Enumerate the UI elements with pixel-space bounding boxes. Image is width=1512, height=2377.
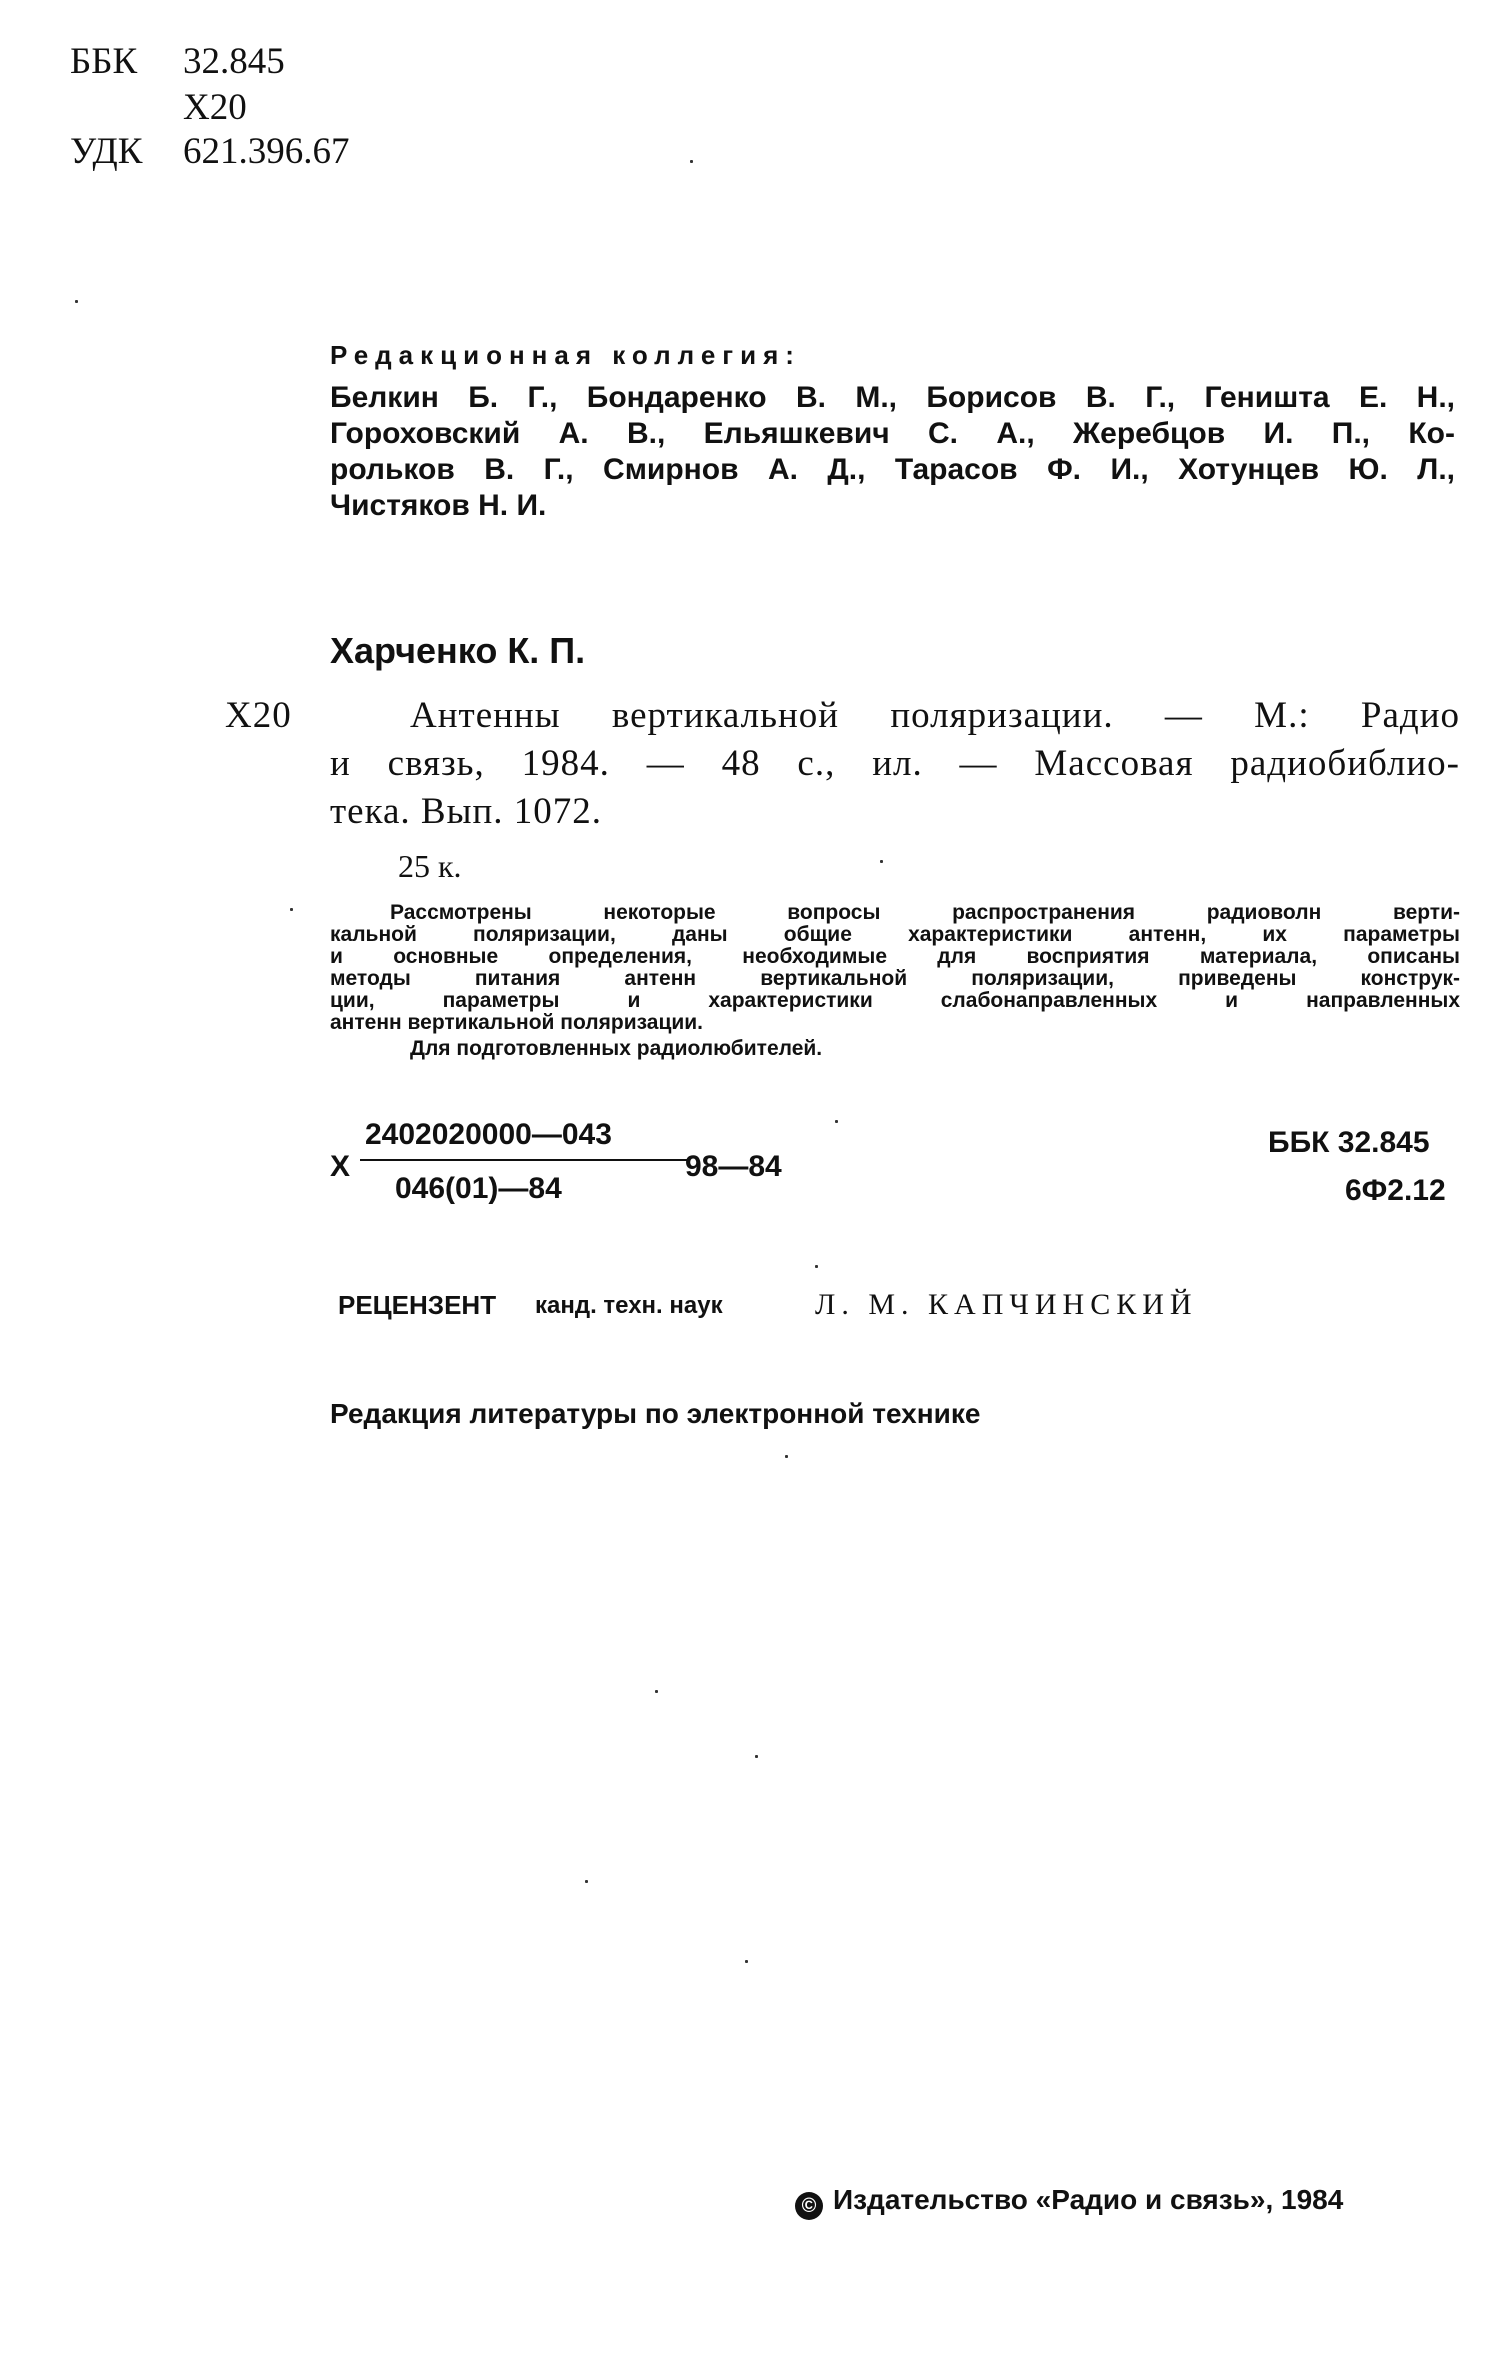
scan-speck	[785, 1455, 788, 1458]
reviewer-degree: канд. техн. наук	[535, 1292, 723, 1319]
scan-speck	[75, 300, 78, 303]
formula-prefix: Х	[330, 1150, 351, 1183]
abstract-line-5: ции, параметры и характеристики слабонаправленных и направленных	[330, 989, 1460, 1012]
formula-bbk: ББК 32.845	[1268, 1126, 1430, 1159]
scan-speck	[585, 1880, 588, 1883]
formula-code: 6Ф2.12	[1345, 1174, 1446, 1207]
formula-denominator: 046(01)—84	[395, 1172, 562, 1205]
scan-speck	[835, 1120, 838, 1123]
abstract-line-4: методы питания антенн вертикальной поляризации, приведены конструк-	[330, 967, 1460, 990]
abstract-audience: Для подготовленных радиолюбителей.	[410, 1037, 823, 1060]
formula-fraction-line	[360, 1159, 690, 1161]
formula-suffix: 98—84	[685, 1150, 782, 1183]
udk-label: УДК	[70, 131, 143, 172]
editorial-board-line-2: Гороховский А. В., Ельяшкевич С. А., Жеребцов И. П., Ко-	[330, 417, 1455, 450]
book-mark: Х20	[225, 695, 292, 736]
reviewer-name: Л. М. КАПЧИНСКИЙ	[815, 1288, 1198, 1321]
formula-numerator: 2402020000—043	[365, 1118, 612, 1151]
bbk-value: 32.845	[183, 41, 285, 82]
editorial-board-title: Редакционная коллегия:	[330, 340, 801, 370]
scan-speck	[290, 908, 293, 911]
editorial-board-line-3: рольков В. Г., Смирнов А. Д., Тарасов Ф. И., Хотунцев Ю. Л.,	[330, 453, 1455, 486]
scan-speck	[690, 160, 693, 163]
bbk-label: ББК	[70, 41, 138, 82]
book-description-line-3: тека. Вып. 1072.	[330, 791, 603, 832]
abstract-line-1: Рассмотрены некоторые вопросы распространения радиоволн верти-	[390, 901, 1460, 924]
scan-speck	[755, 1755, 758, 1758]
copyright-line	[795, 2184, 1343, 2220]
scan-speck	[880, 860, 883, 863]
scan-speck	[745, 1960, 748, 1963]
scan-speck	[815, 1265, 818, 1268]
author-mark: Х20	[183, 87, 247, 128]
copyright-text: Издательство «Радио и связь», 1984	[833, 2184, 1344, 2215]
book-price: 25 к.	[398, 848, 462, 884]
book-description-line-1: Антенны вертикальной поляризации. — М.: Радио	[410, 695, 1460, 736]
book-author: Харченко К. П.	[330, 630, 586, 671]
reviewer-label: РЕЦЕНЗЕНТ	[338, 1290, 497, 1320]
book-description-line-2: и связь, 1984. — 48 с., ил. — Массовая радиобиблио-	[330, 743, 1460, 784]
abstract-line-6: антенн вертикальной поляризации.	[330, 1011, 704, 1034]
copyright-icon: ©	[795, 2192, 823, 2220]
abstract-line-2: кальной поляризации, даны общие характеристики антенн, их параметры	[330, 923, 1460, 946]
abstract-line-3: и основные определения, необходимые для восприятия материала, описаны	[330, 945, 1460, 968]
scan-speck	[655, 1690, 658, 1693]
editorial-board-line-1: Белкин Б. Г., Бондаренко В. М., Борисов В. Г., Геништа Е. Н.,	[330, 381, 1455, 414]
editorial-office: Редакция литературы по электронной технике	[330, 1398, 981, 1429]
editorial-board-line-4: Чистяков Н. И.	[330, 489, 547, 522]
udk-value: 621.396.67	[183, 131, 350, 172]
